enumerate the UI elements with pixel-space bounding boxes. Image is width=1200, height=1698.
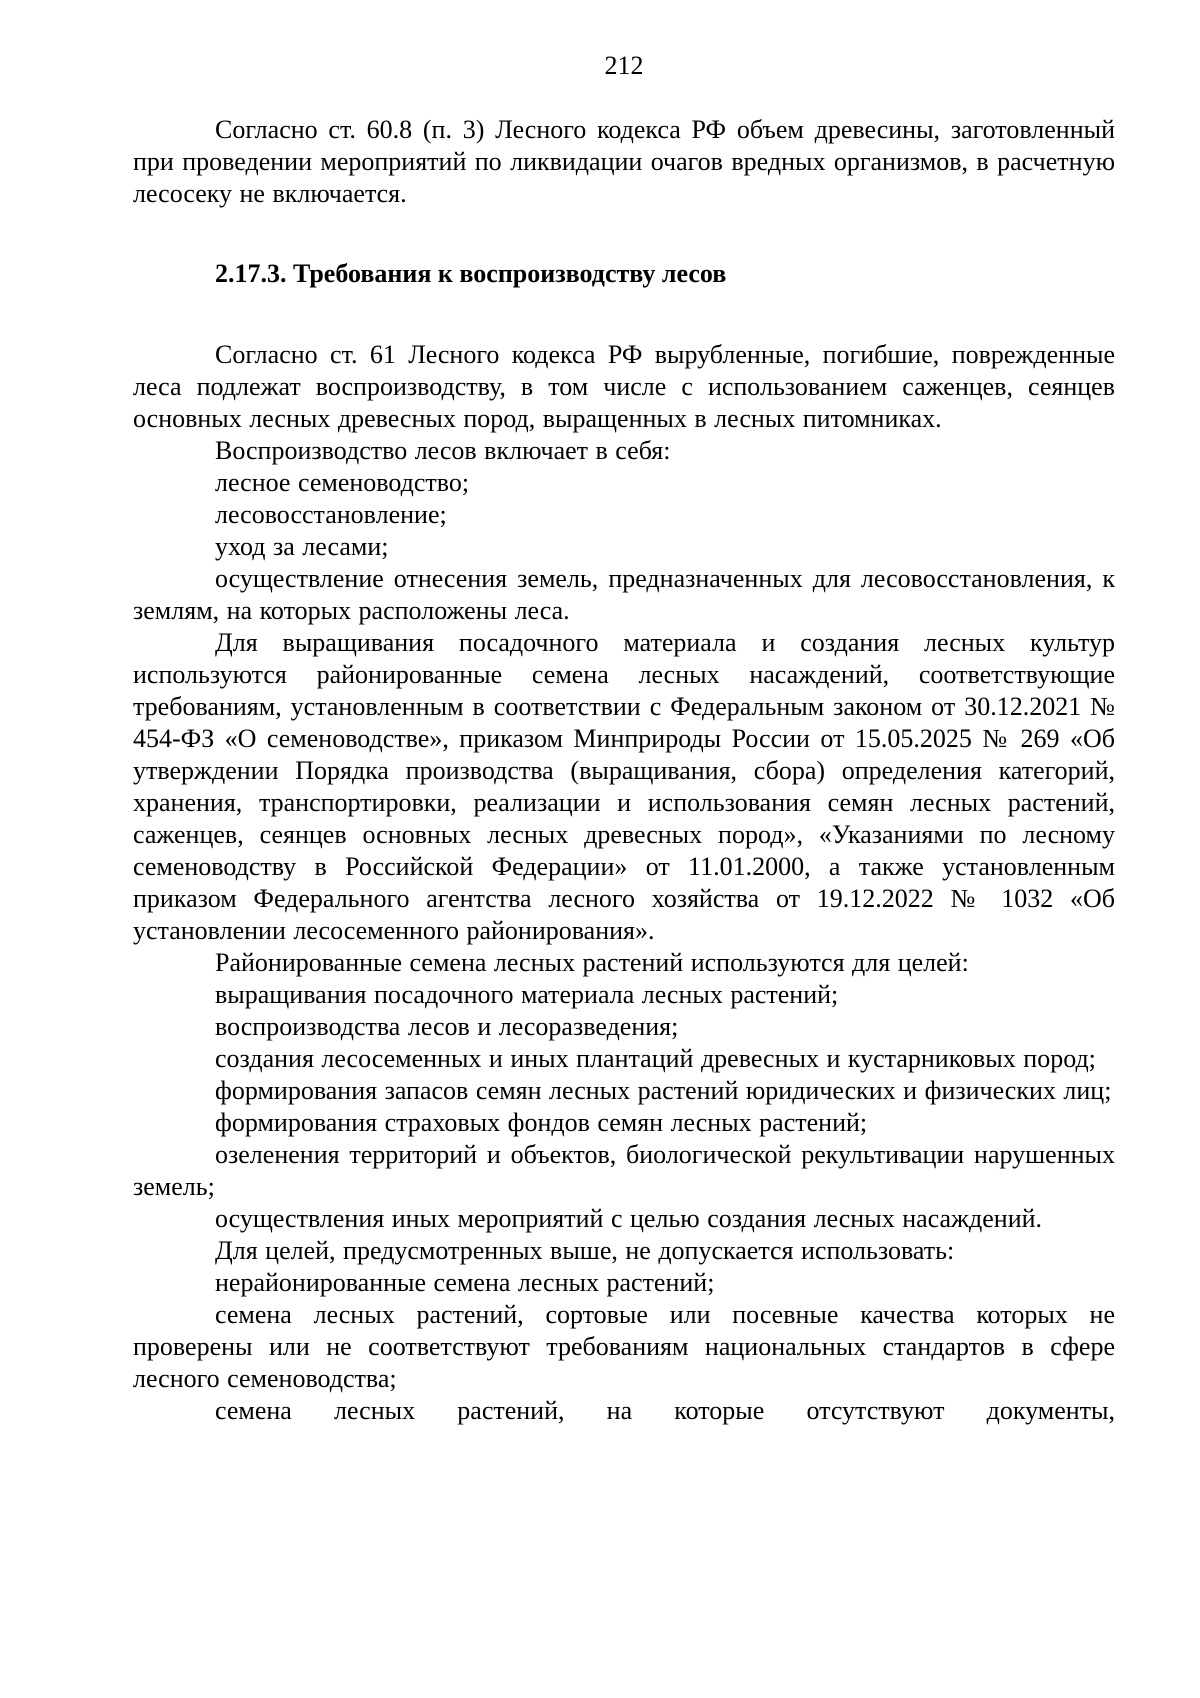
paragraph: нерайонированные семена лесных растений;	[215, 1268, 715, 1297]
paragraph: уход за лесами;	[215, 532, 389, 561]
paragraph: воспроизводства лесов и лесоразведения;	[215, 1012, 679, 1041]
paragraph: Для выращивания посадочного материала и создания лесных культур используются районированные семена лесных насаждений, соответствующие требованиям, установленным в соответствии с Федеральным законом от 30.12.2021 № 454-ФЗ «О семеноводстве», приказом Минприроды России от 15.05.2025 № 269 «Об утверждении Порядка производства (выращивания, сбора) определения категорий, хранения, транспортировки, реализации и использования семян лесных растений, саженцев, сеянцев основных лесных древесных пород», «Указаниями по лесному семеноводству в Российской Федерации» от 11.01.2000, а также установленным приказом Федерального агентства лесного хозяйства от 19.12.2022 № 1032 «Об установлении лесосеменного районирования».	[133, 628, 1115, 945]
document-body	[133, 114, 1115, 1427]
paragraph: озеленения территорий и объектов, биологической рекультивации нарушенных земель;	[133, 1140, 1115, 1201]
paragraph: семена лесных растений, сортовые или посевные качества которых не проверены или не соответствуют требованиям национальных стандартов в сфере лесного семеноводства;	[133, 1300, 1115, 1393]
paragraph: формирования запасов семян лесных растений юридических и физических лиц;	[215, 1076, 1112, 1105]
paragraph: создания лесосеменных и иных плантаций древесных и кустарниковых пород;	[215, 1044, 1096, 1073]
paragraph: формирования страховых фондов семян лесных растений;	[215, 1108, 868, 1137]
paragraph: выращивания посадочного материала лесных растений;	[215, 980, 839, 1009]
paragraph: осуществления иных мероприятий с целью создания лесных насаждений.	[215, 1204, 1043, 1233]
paragraph: семена лесных растений, на которые отсутствуют документы,	[215, 1396, 1115, 1425]
paragraph: Районированные семена лесных растений используются для целей:	[215, 948, 969, 977]
paragraph: Согласно ст. 61 Лесного кодекса РФ вырубленные, погибшие, поврежденные леса подлежат воспроизводству, в том числе с использованием саженцев, сеянцев основных лесных древесных пород, выращенных в лесных питомниках.	[133, 340, 1115, 433]
paragraph: Согласно ст. 60.8 (п. 3) Лесного кодекса РФ объем древесины, заготовленный при проведении мероприятий по ликвидации очагов вредных организмов, в расчетную лесосеку не включается.	[133, 115, 1115, 208]
page-number: 212	[604, 51, 644, 80]
paragraph: осуществление отнесения земель, предназначенных для лесовосстановления, к землям, на которых расположены леса.	[133, 564, 1115, 625]
paragraph: Для целей, предусмотренных выше, не допускается использовать:	[215, 1236, 955, 1265]
paragraph: лесовосстановление;	[215, 500, 447, 529]
section-heading: 2.17.3. Требования к воспроизводству лесов	[215, 259, 727, 288]
paragraph: лесное семеноводство;	[215, 468, 470, 497]
paragraph: Воспроизводство лесов включает в себя:	[215, 436, 671, 465]
